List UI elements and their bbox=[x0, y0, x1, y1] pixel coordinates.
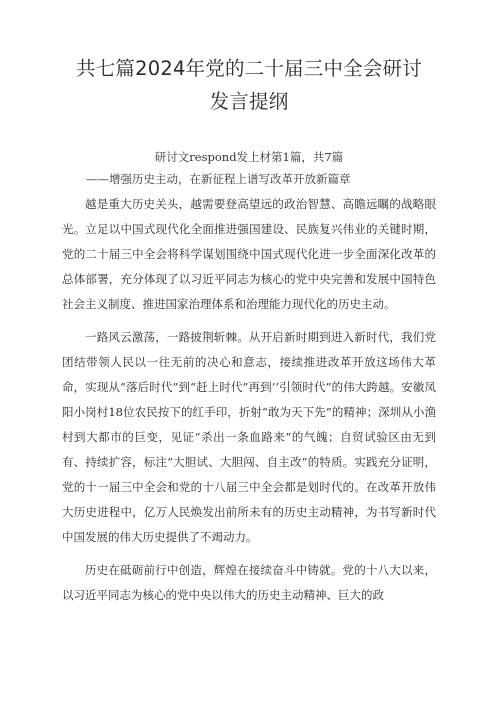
document-subtitle: ——增强历史主动，在新征程上谱写改革开放新篇章 bbox=[86, 172, 351, 186]
document-title: 共七篇2024年党的二十届三中全会研讨发言提纲 bbox=[76, 57, 422, 113]
paragraph: 历史在砥砺前行中创造，辉煌在接续奋斗中铸就。党的十八大以来，以习近平同志为核心的党中央以伟大的历史主动精神、巨大的政 bbox=[62, 563, 436, 602]
paragraph: 越是重大历史关头，越需要登高望远的政治智慧、高瞻远瞩的战略眼光。立足以中国式现代化全面推进强国建设、民族复兴伟业的关键时期，党的二十届三中全会将科学谋划围绕中国式现代化进一步全面深化改革的总体部署，充分体现了以习近平同志为核心的党中央完善和发展中国特色社会主义制度、推进国家治理体系和治理能力现代化的历史主动。 bbox=[62, 197, 436, 311]
document-meta: 研讨文respond发上材第1篇，共7篇 bbox=[154, 150, 344, 164]
paragraph: 一路风云激荡，一路披荆斩棘。从开启新时期到进入新时代，我们党团结带领人民以一往无前的决心和意志，接续推进改革开放这场伟大革命，实现从“落后时代”到“赶上时代”再到’’引领时代”的伟大跨越。安徽凤阳小岗村18位农民按下的红手印，折射“敢为天下先”的精神；深圳从小渔村到大都市的巨变，见证“杀出一条血路来”的气魄；自贸试验区由无到有、持续扩容，标注“大胆试、大胆闯、自主改”的特质。实践充分证明，党的十一届三中全会和党的十八届三中全会都是划时代的。在改革开放伟大历史进程中，亿万人民焕发出前所未有的历史主动精神，为书写新时代中国发展的伟大历史提供了不竭动力。 bbox=[62, 330, 436, 544]
